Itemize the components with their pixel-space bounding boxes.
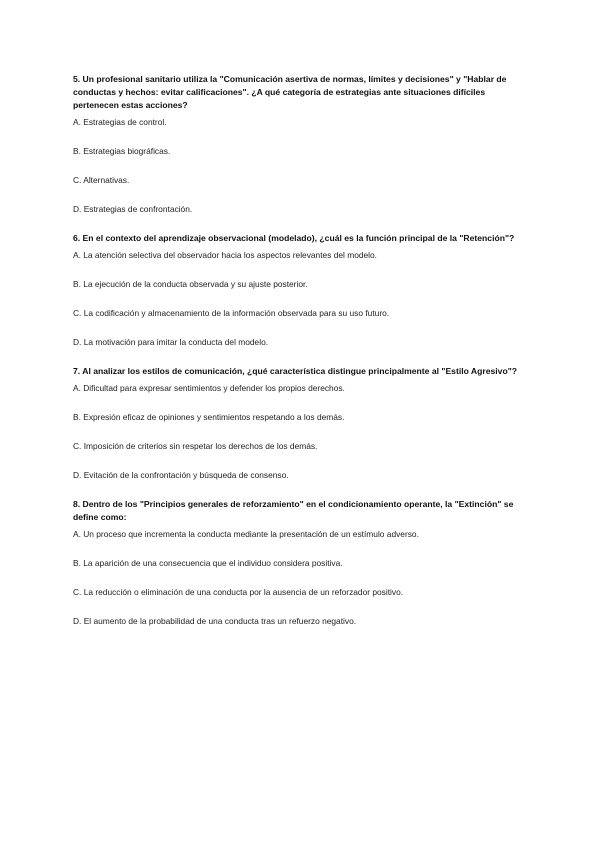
option-a: A. Estrategias de control. <box>73 117 167 127</box>
question-text: 7. Al analizar los estilos de comunicación, ¿qué característica distingue principalmente al "Estilo Agresivo"? <box>73 366 518 376</box>
option-c: C. La codificación y almacenamiento de la información observada para su uso futuro. <box>73 308 390 318</box>
question-5 <box>73 73 533 215</box>
question-text: 8. Dentro de los "Principios generales de reforzamiento" en el condicionamiento operante, la "Extinción" se define como: <box>73 499 514 522</box>
option-a: A. La atención selectiva del observador hacia los aspectos relevantes del modelo. <box>73 250 378 260</box>
question-8 <box>73 498 533 627</box>
option-c: C. Imposición de criterios sin respetar los derechos de los demás. <box>73 441 318 451</box>
document-page <box>73 73 533 644</box>
option-d: D. El aumento de la probabilidad de una conducta tras un refuerzo negativo. <box>73 616 357 626</box>
option-b: B. La ejecución de la conducta observada y su ajuste posterior. <box>73 279 308 289</box>
option-d: D. Evitación de la confrontación y búsqueda de consenso. <box>73 470 289 480</box>
option-a: A. Un proceso que incrementa la conducta mediante la presentación de un estímulo adverso. <box>73 529 419 539</box>
option-d: D. Estrategias de confrontación. <box>73 204 193 214</box>
question-7 <box>73 365 533 481</box>
option-a: A. Dificultad para expresar sentimientos y defender los propios derechos. <box>73 383 345 393</box>
option-c: C. Alternativas. <box>73 175 130 185</box>
option-b: B. Expresión eficaz de opiniones y sentimientos respetando a los demás. <box>73 412 345 422</box>
option-b: B. La aparición de una consecuencia que el individuo considera positiva. <box>73 558 343 568</box>
question-text: 5. Un profesional sanitario utiliza la "Comunicación asertiva de normas, límites y decisiones" y "Hablar de conductas y hechos: evitar calificaciones". ¿A qué categoría de estrategias ante situaciones difíciles pertenecen estas acciones? <box>73 74 507 110</box>
option-c: C. La reducción o eliminación de una conducta por la ausencia de un reforzador positivo. <box>73 587 404 597</box>
option-d: D. La motivación para imitar la conducta del modelo. <box>73 337 269 347</box>
question-6 <box>73 232 533 348</box>
option-b: B. Estrategias biográficas. <box>73 146 171 156</box>
question-text: 6. En el contexto del aprendizaje observacional (modelado), ¿cuál es la función principal de la "Retención"? <box>73 233 515 243</box>
